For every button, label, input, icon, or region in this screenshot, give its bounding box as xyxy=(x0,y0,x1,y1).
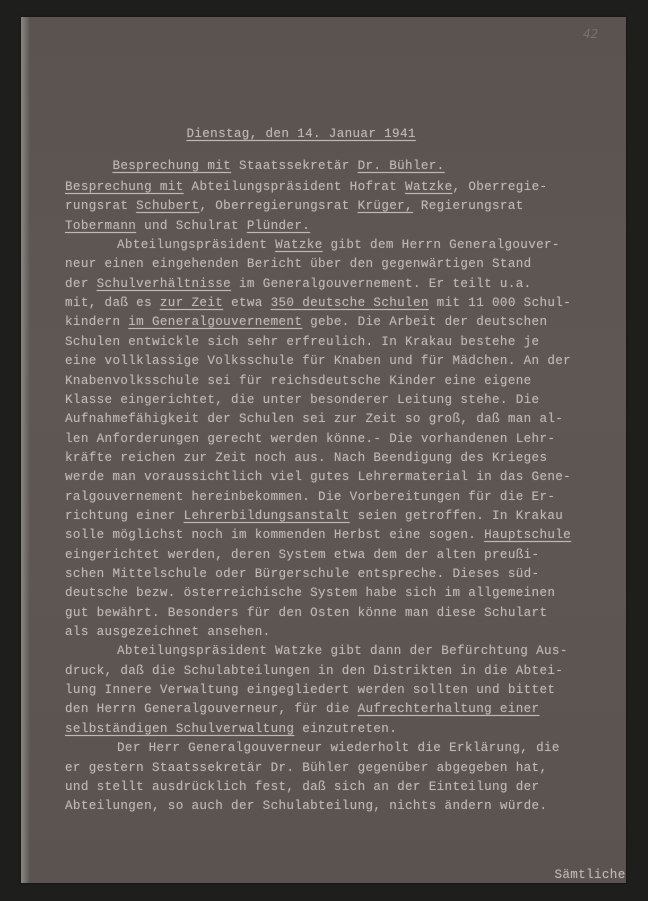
text-segment: etwa xyxy=(223,296,271,311)
text-segment: schen Mittelschule oder Bürgerschule entspreche. Dieses süd- xyxy=(65,567,540,581)
text-segment: werde man voraussichtlich viel gutes Lehrermaterial in das Gene- xyxy=(65,470,572,485)
catchword: Sämtliche xyxy=(554,868,626,882)
text-segment: eine vollklassige Volksschule für Knaben und für Mädchen. An der xyxy=(65,354,572,369)
text-line xyxy=(65,758,547,778)
text-segment: ralgouvernement hereinbekommen. Die Vorbereitungen für die Er- xyxy=(65,489,556,504)
text-segment: gebe. Die Arbeit der deutschen xyxy=(302,315,548,330)
text-line xyxy=(65,177,547,197)
document-page xyxy=(21,17,626,883)
underlined-text: Schubert xyxy=(136,199,200,214)
text-line xyxy=(65,351,571,371)
text-line xyxy=(117,738,560,758)
text-line xyxy=(117,641,568,661)
underlined-text: Hauptschule xyxy=(484,528,572,543)
text-line xyxy=(65,525,571,545)
text-line xyxy=(65,603,547,623)
text-segment: Abteilungspräsident Hofrat xyxy=(183,180,406,194)
page-number: 42 xyxy=(583,27,599,41)
text-segment: deutsche bezw. österreichische System habe sich im allgemeinen xyxy=(65,586,556,601)
underlined-text: im Generalgouvernement xyxy=(128,315,303,330)
underlined-text: zur Zeit xyxy=(159,296,224,311)
text-segment: und stellt ausdrücklich fest, daß sich an der Einteilung der xyxy=(65,779,540,794)
text-line xyxy=(65,196,524,216)
text-segment: gibt dem Herrn Generalgouver- xyxy=(322,238,560,253)
meeting-heading: Besprechung mit Staatssekretär Dr. Bühler. xyxy=(112,159,445,173)
text-line xyxy=(65,429,555,449)
text-segment: Abteilungspräsident xyxy=(117,238,276,253)
underlined-text: Watzke xyxy=(275,238,323,253)
text-line xyxy=(65,371,532,391)
text-segment: richtung einer xyxy=(65,508,184,523)
text-line xyxy=(65,545,539,565)
text-line xyxy=(65,506,563,526)
text-line xyxy=(65,274,532,294)
text-segment: , Oberregie- xyxy=(452,180,548,194)
underlined-text: selbständigen Schulverwaltung xyxy=(65,721,295,736)
underlined-text: Tobermann xyxy=(65,218,137,233)
underlined-text: Besprechung mit xyxy=(65,180,184,194)
underlined-text: Krüger, xyxy=(357,199,413,214)
text-segment: solle möglichst noch im kommenden Herbst eine sogen. xyxy=(65,528,485,543)
text-line xyxy=(65,467,571,487)
text-line xyxy=(65,661,563,681)
text-segment: mit 11 000 Schul- xyxy=(428,296,572,311)
text-segment: mit, daß es xyxy=(65,296,160,311)
text-line xyxy=(65,448,547,468)
text-line xyxy=(65,216,310,236)
text-segment: druck, daß die Schulabteilungen in den Distrikten in die Abtei- xyxy=(65,663,564,678)
text-segment: Klasse eingerichtet, die unter besonderer Leitung stehe. Die xyxy=(65,392,540,407)
text-line xyxy=(65,293,571,313)
text-segment: rungsrat xyxy=(65,199,137,214)
text-segment: Aufnahmefähigkeit der Schulen sei zur Zeit so groß, daß man al- xyxy=(65,412,564,427)
text-segment: neur einen eingehenden Bericht über den gegenwärtigen Stand xyxy=(65,257,532,272)
text-line xyxy=(117,235,560,255)
text-line xyxy=(65,409,563,429)
text-segment: Abteilungen, so auch der Schulabteilung, nichts ändern würde. xyxy=(65,799,548,814)
text-line xyxy=(65,564,539,584)
date-heading: Dienstag, den 14. Januar 1941 xyxy=(186,127,416,141)
text-line xyxy=(65,332,539,352)
text-segment: Abteilungspräsident Watzke gibt dann der Befürchtung Aus- xyxy=(117,644,568,659)
text-segment: , Oberregierungsrat xyxy=(199,199,358,214)
text-segment: kräfte reichen zur Zeit noch aus. Nach Beendigung des Krieges xyxy=(65,450,548,465)
text-segment: der xyxy=(65,276,97,291)
text-line xyxy=(65,777,539,797)
text-line xyxy=(65,796,547,816)
text-segment: eingerichtet werden, deren System etwa dem der alten preußi- xyxy=(65,547,540,562)
text-segment: lung Innere Verwaltung eingegliedert werden sollten und bittet xyxy=(65,683,556,698)
underlined-text: Schulverhältnisse xyxy=(96,276,232,291)
text-segment: Knabenvolksschule sei für reichsdeutsche Kinder eine eigene xyxy=(65,373,532,388)
text-line xyxy=(65,680,555,700)
text-line xyxy=(65,699,539,719)
underlined-text: Aufrechterhaltung einer xyxy=(357,702,540,717)
text-segment: Regierungsrat xyxy=(412,199,524,214)
text-segment: er gestern Staatssekretär Dr. Bühler gegenüber abgegeben hat, xyxy=(65,760,548,775)
text-line xyxy=(65,312,547,332)
text-segment: gut bewährt. Besonders für den Osten könne man diese Schulart xyxy=(65,605,548,620)
text-segment: Der Herr Generalgouverneur wiederholt die Erklärung, die xyxy=(117,741,560,756)
underlined-text: Watzke xyxy=(405,180,453,194)
text-line xyxy=(65,583,555,603)
underlined-text: 350 deutsche Schulen xyxy=(270,296,429,311)
text-segment: den Herrn Generalgouverneur, für die xyxy=(65,702,358,717)
text-segment: kindern xyxy=(65,315,129,330)
text-segment: seien getroffen. In Krakau xyxy=(349,508,564,523)
text-line xyxy=(65,390,539,410)
text-segment: als ausgezeichnet ansehen. xyxy=(65,625,271,640)
underlined-text: Lehrerbildungsanstalt xyxy=(183,508,350,523)
text-segment: len Anforderungen gerecht werden könne.- Die vorhandenen Lehr- xyxy=(65,431,556,446)
text-segment: einzutreten. xyxy=(294,721,398,736)
underlined-text: Plünder. xyxy=(246,218,311,233)
text-line xyxy=(65,487,555,507)
text-line xyxy=(65,254,532,274)
text-segment: und Schulrat xyxy=(136,218,247,233)
text-line xyxy=(65,622,271,642)
text-line xyxy=(65,719,397,739)
text-segment: Schulen entwickle sich sehr erfreulich. In Krakau bestehe je xyxy=(65,334,540,349)
text-segment: im Generalgouvernement. Er teilt u.a. xyxy=(231,276,532,291)
